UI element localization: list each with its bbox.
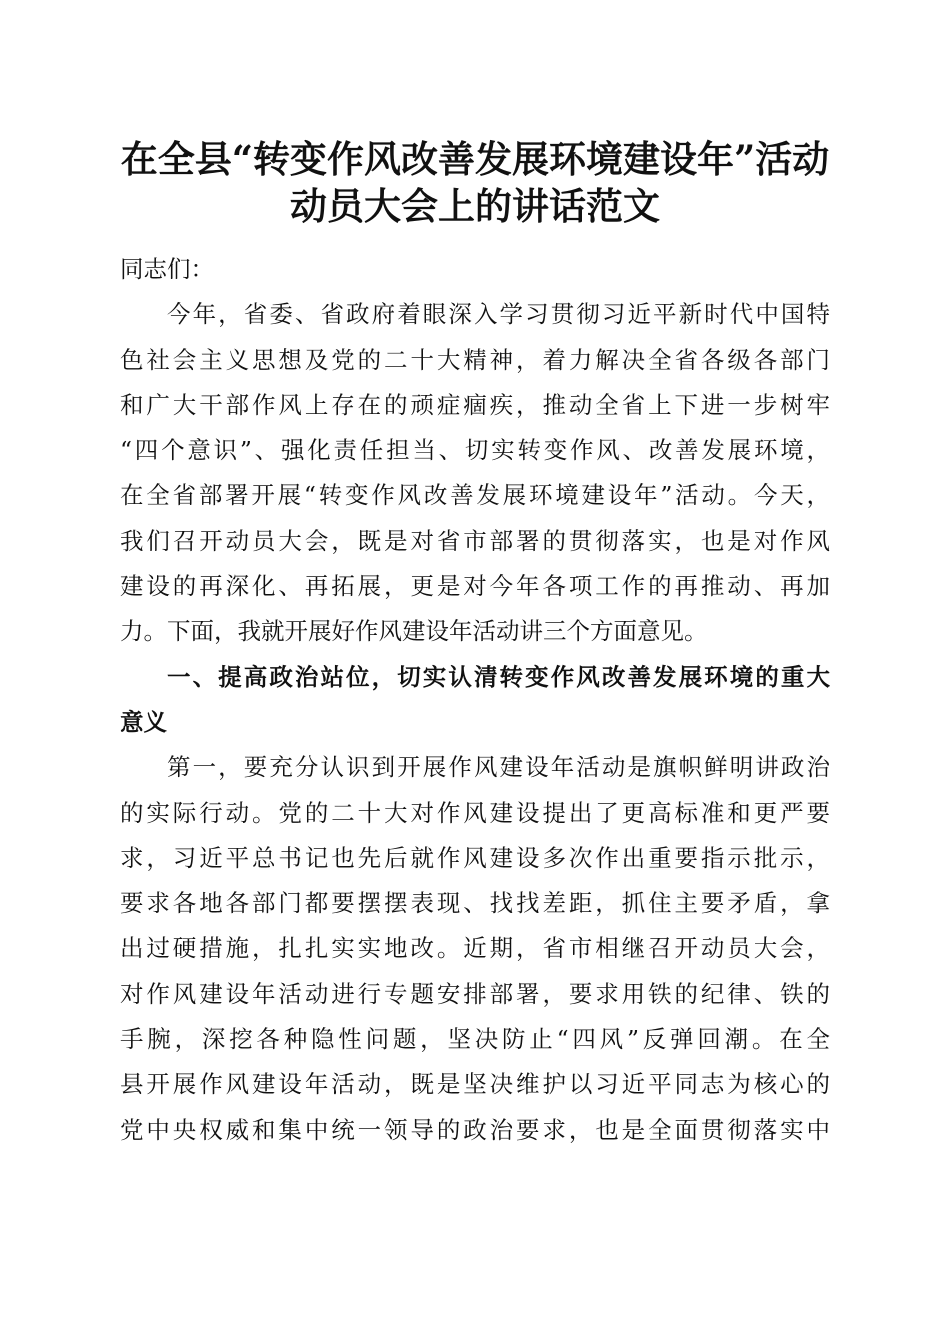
- text-line: 对作风建设年活动进行专题安排部署，要求用铁的纪律、铁的: [120, 979, 830, 1008]
- document-title: [100, 136, 850, 230]
- text-line: 出过硬措施，扎扎实实地改。近期，省市相继召开动员大会，: [120, 934, 830, 963]
- paragraph: [120, 745, 830, 1153]
- text-line: 党中央权威和集中统一领导的政治要求，也是全面贯彻落实中: [120, 1115, 830, 1144]
- text-line: 建设的再深化、再拓展，更是对今年各项工作的再推动、再加: [120, 572, 830, 601]
- text-line: 和广大干部作风上存在的顽症痼疾，推动全省上下进一步树牢: [120, 390, 830, 419]
- text-line: 第一，要充分认识到开展作风建设年活动是旗帜鲜明讲政治: [167, 753, 830, 782]
- text-line: 意义: [120, 707, 167, 736]
- text-line: 今年，省委、省政府着眼深入学习贯彻习近平新时代中国特: [167, 300, 830, 329]
- text-line: 一、提高政治站位，切实认清转变作风改善发展环境的重大: [167, 662, 830, 691]
- text-line: 我们召开动员大会，既是对省市部署的贯彻落实，也是对作风: [120, 526, 830, 555]
- text-line: 力。下面，我就开展好作风建设年活动讲三个方面意见。: [120, 617, 708, 646]
- text-line: 县开展作风建设年活动，既是坚决维护以习近平同志为核心的: [120, 1070, 830, 1099]
- text-line: 求，习近平总书记也先后就作风建设多次作出重要指示批示，: [120, 843, 830, 872]
- section-heading: [120, 655, 830, 746]
- text-line: 手腕，深挖各种隐性问题，坚决防止“四风”反弹回潮。在全: [120, 1025, 830, 1054]
- paragraph: [120, 292, 830, 654]
- text-line: 在全省部署开展“转变作风改善发展环境建设年”活动。今天，: [120, 481, 830, 510]
- text-line: 色社会主义思想及党的二十大精神，着力解决全省各级各部门: [120, 345, 830, 374]
- salutation: 同志们：: [120, 255, 214, 283]
- text-line: 的实际行动。党的二十大对作风建设提出了更高标准和更严要: [120, 798, 830, 827]
- text-line: 要求各地各部门都要摆摆表现、找找差距，抓住主要矛盾，拿: [120, 889, 830, 918]
- title-line-2: 动员大会上的讲话范文: [290, 184, 660, 228]
- document-body: [120, 247, 830, 1153]
- text-line: “四个意识”、强化责任担当、切实转变作风、改善发展环境，: [120, 436, 830, 465]
- title-line-1: 在全县“转变作风改善发展环境建设年”活动: [120, 137, 830, 181]
